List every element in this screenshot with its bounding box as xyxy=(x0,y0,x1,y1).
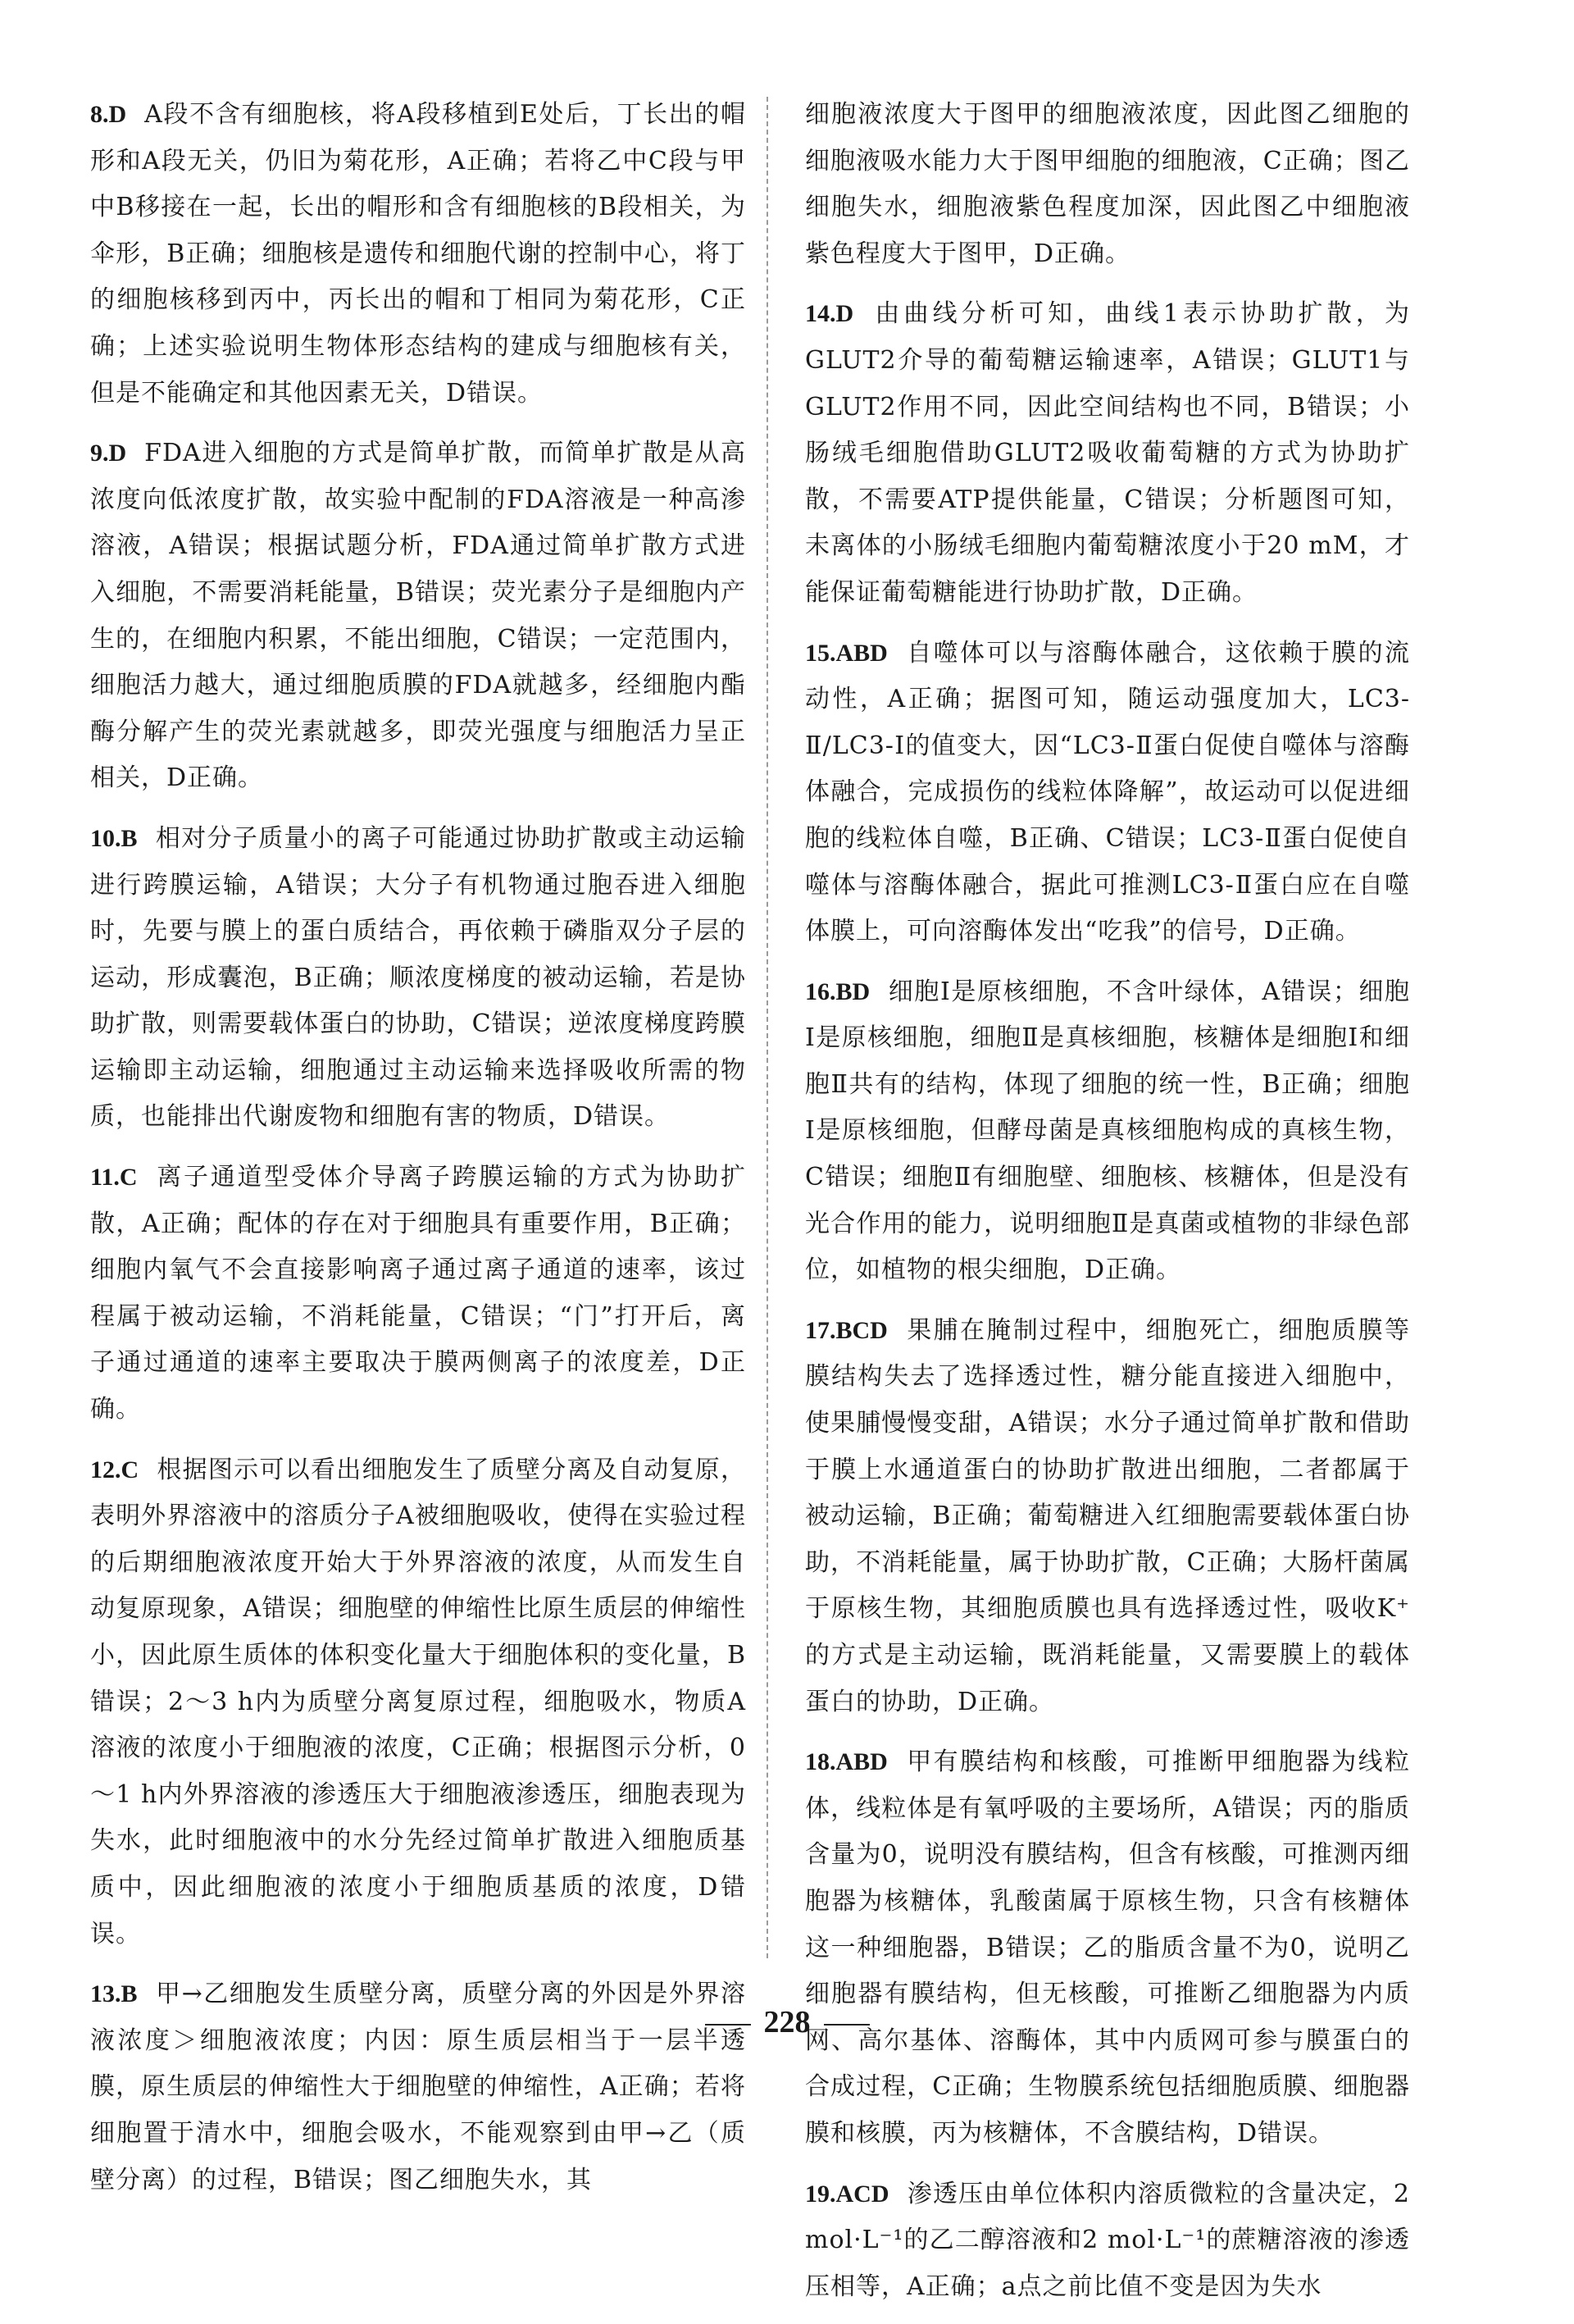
answer-choice: BCD xyxy=(835,1316,888,1344)
left-column xyxy=(90,92,746,2217)
explanation-text: 渗透压由单位体积内溶质微粒的含量决定，2 mol·L⁻¹的乙二醇溶液和2 mol·L⁻¹的蔗糖溶液的渗透压相等，A正确；a点之前比值不变是因为失水 xyxy=(805,2179,1410,2301)
explanation-text: FDA进入细胞的方式是简单扩散，而简单扩散是从高浓度向低浓度扩散，故实验中配制的FDA溶液是一种高渗溶液，A错误；根据试题分析，FDA通过简单扩散方式进入细胞，不需要消耗能量，B错误；荧光素分子是细胞内产生的，在细胞内积累，不能出细胞，C错误；一定范围内，细胞活力越大，通过细胞质膜的FDA就越多，经细胞内酯酶分解产生的荧光素就越多，即荧光强度与细胞活力呈正相关，D正确。 xyxy=(90,439,746,793)
explanation-text: 细胞Ⅰ是原核细胞，不含叶绿体，A错误；细胞Ⅰ是原核细胞，细胞Ⅱ是真核细胞，核糖体是细胞Ⅰ和细胞Ⅱ共有的结构，体现了细胞的统一性，B正确；细胞Ⅰ是原核细胞，但酵母菌是真核细胞构成的真核生物，C错误；细胞Ⅱ有细胞壁、细胞核、核糖体，但是没有光合作用的能力，说明细胞Ⅱ是真菌或植物的非绿色部位，如植物的根尖细胞，D正确。 xyxy=(805,977,1410,1285)
answer-choice: ABD xyxy=(835,1748,888,1776)
footer-dash-right xyxy=(824,2024,870,2026)
answer-item-16 xyxy=(805,969,1410,1294)
explanation-text: 甲→乙细胞发生质壁分离，质壁分离的外因是外界溶液浓度＞细胞液浓度；内因：原生质层相当于一层半透膜，原生质层的伸缩性大于细胞壁的伸缩性，A正确；若将细胞置于清水中，细胞会吸水，不能观察到由甲→乙（质壁分离）的过程，B错误；图乙细胞失水，其 xyxy=(90,1980,746,2194)
answer-choice: D xyxy=(108,440,127,467)
answer-item-8 xyxy=(90,92,746,417)
answer-item-19 xyxy=(805,2171,1410,2311)
explanation-text: 由曲线分析可知，曲线1表示协助扩散，为GLUT2介导的葡萄糖运输速率，A错误；GLUT1与GLUT2作用不同，因此空间结构也不同，B错误；小肠绒毛细胞借助GLUT2吸收葡萄糖的方式为协助扩散，不需要ATP提供能量，C错误；分析题图可知，未离体的小肠绒毛细胞内葡萄糖浓度小于20 mM，才能保证葡萄糖能进行协助扩散，D正确。 xyxy=(805,299,1410,607)
answer-item-13-continuation: 细胞液浓度大于图甲的细胞液浓度，因此图乙细胞的细胞液吸水能力大于图甲细胞的细胞液，C正确；图乙细胞失水，细胞液紫色程度加深，因此图乙中细胞液紫色程度大于图甲，D正确。 xyxy=(805,100,1410,268)
answer-item-18 xyxy=(805,1739,1410,2157)
answer-item-17 xyxy=(805,1308,1410,1725)
question-number: 13. xyxy=(90,1980,121,2008)
answer-choice: D xyxy=(835,300,854,328)
explanation-text: 离子通道型受体介导离子跨膜运输的方式为协助扩散，A正确；配体的存在对于细胞具有重要作用，B正确；细胞内氧气不会直接影响离子通过离子通道的速率，该过程属于被动运输，不消耗能量，C错误；“门”打开后，离子通过通道的速率主要取决于膜两侧离子的浓度差，D正确。 xyxy=(90,1163,746,1424)
question-number: 18. xyxy=(805,1748,836,1776)
answer-choice: BD xyxy=(835,977,871,1005)
page-footer xyxy=(0,2004,1574,2040)
answer-item-11 xyxy=(90,1155,746,1433)
answer-choice: B xyxy=(121,1980,138,2008)
question-number: 15. xyxy=(805,639,836,667)
answer-choice: B xyxy=(121,824,138,852)
explanation-text: 相对分子质量小的离子可能通过协助扩散或主动运输进行跨膜运输，A错误；大分子有机物通过胞吞进入细胞时，先要与膜上的蛋白质结合，再依赖于磷脂双分子层的运动，形成囊泡，B正确；顺浓度梯度的被动运输，若是协助扩散，则需要载体蛋白的协助，C错误；逆浓度梯度跨膜运输即主动运输，细胞通过主动运输来选择吸收所需的物质，也能排出代谢废物和细胞有害的物质，D错误。 xyxy=(90,823,746,1132)
answer-item-15 xyxy=(805,631,1410,955)
answer-choice: ABD xyxy=(835,639,888,667)
page-number: 228 xyxy=(763,2005,811,2039)
question-number: 11. xyxy=(90,1164,120,1192)
question-number: 16. xyxy=(805,977,836,1005)
answer-choice: C xyxy=(121,1456,139,1483)
column-divider xyxy=(767,97,768,1958)
answer-item-12 xyxy=(90,1447,746,1958)
answer-item-14 xyxy=(805,291,1410,616)
question-number: 14. xyxy=(805,300,836,328)
explanation-text: 自噬体可以与溶酶体融合，这依赖于膜的流动性，A正确；据图可知，随运动强度加大，LC3-Ⅱ/LC3-Ⅰ的值变大，因“LC3-Ⅱ蛋白促使自噬体与溶酶体融合，完成损伤的线粒体降解”，故运动可以促进细胞的线粒体自噬，B正确、C错误；LC3-Ⅱ蛋白促使自噬体与溶酶体融合，据此可推测LC3-Ⅱ蛋白应在自噬体膜上，可向溶酶体发出“吃我”的信号，D正确。 xyxy=(805,638,1410,946)
question-number: 17. xyxy=(805,1316,836,1344)
answer-item-9 xyxy=(90,431,746,802)
footer-dash-left xyxy=(705,2024,751,2026)
question-number: 12. xyxy=(90,1456,121,1483)
explanation-text: 甲有膜结构和核酸，可推断甲细胞器为线粒体，线粒体是有氧呼吸的主要场所，A错误；丙的脂质含量为0，说明没有膜结构，但含有核酸，可推测丙细胞器为核糖体，乳酸菌属于原核生物，只含有核糖体这一种细胞器，B错误；乙的脂质含量不为0，说明乙细胞器有膜结构，但无核酸，可推断乙细胞器为内质网、高尔基体、溶酶体，其中内质网可参与膜蛋白的合成过程，C正确；生物膜系统包括细胞质膜、细胞器膜和核膜，丙为核糖体，不含膜结构，D错误。 xyxy=(805,1748,1410,2148)
answer-choice: D xyxy=(108,101,127,128)
answer-choice: C xyxy=(119,1164,138,1192)
explanation-text: 果脯在腌制过程中，细胞死亡，细胞质膜等膜结构失去了选择透过性，糖分能直接进入细胞中，使果脯慢慢变甜，A错误；水分子通过简单扩散和借助于膜上水通道蛋白的协助扩散进出细胞，二者都属于被动运输，B正确；葡萄糖进入红细胞需要载体蛋白协助，不消耗能量，属于协助扩散，C正确；大肠杆菌属于原核生物，其细胞质膜也具有选择透过性，吸收K⁺的方式是主动运输，既消耗能量，又需要膜上的载体蛋白的协助，D正确。 xyxy=(805,1315,1410,1716)
question-number: 19. xyxy=(805,2180,836,2208)
right-column xyxy=(805,92,1410,2324)
explanation-text: A段不含有细胞核，将A段移植到E处后，丁长出的帽形和A段无关，仍旧为菊花形，A正确；若将乙中C段与甲中B移接在一起，长出的帽形和含有细胞核的B段相关，为伞形，B正确；细胞核是遗传和细胞代谢的控制中心，将丁的细胞核移到丙中，丙长出的帽和丁相同为菊花形，C正确；上述实验说明生物体形态结构的建成与细胞核有关，但是不能确定和其他因素无关，D错误。 xyxy=(90,100,746,408)
answer-choice: ACD xyxy=(835,2180,889,2208)
question-number: 9. xyxy=(90,440,109,467)
question-number: 10. xyxy=(90,824,121,852)
explanation-text: 根据图示可以看出细胞发生了质壁分离及自动复原，表明外界溶液中的溶质分子A被细胞吸收，使得在实验过程的后期细胞液浓度开始大于外界溶液的浓度，从而发生自动复原现象，A错误；细胞壁的伸缩性比原生质层的伸缩性小，因此原生质体的体积变化量大于细胞体积的变化量，B错误；2～3 h内为质壁分离复原过程，细胞吸水，物质A溶液的浓度小于细胞液的浓度，C正确；根据图示分析，0～1 h内外界溶液的渗透压大于细胞液渗透压，细胞表现为失水，此时细胞液中的水分先经过简单扩散进入细胞质基质中，因此细胞液的浓度小于细胞质基质的浓度，D错误。 xyxy=(90,1455,746,1948)
answer-item-10 xyxy=(90,816,746,1141)
question-number: 8. xyxy=(90,101,109,128)
